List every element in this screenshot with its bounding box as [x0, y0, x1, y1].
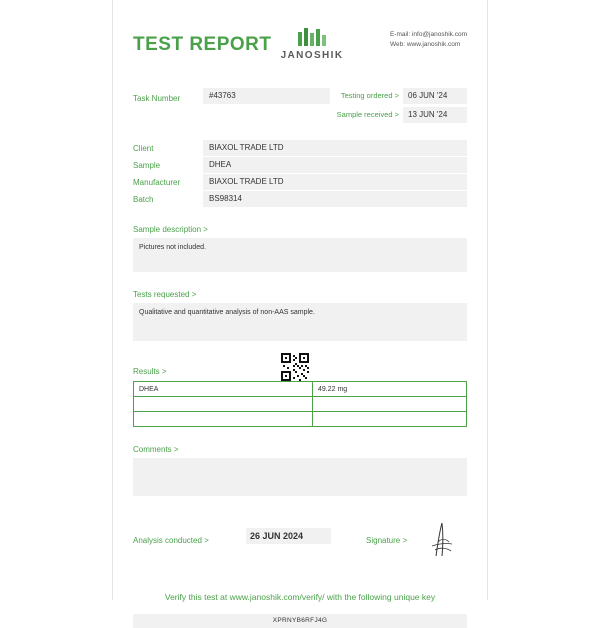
task-number-label: Task Number: [133, 94, 181, 103]
logo-leaf-icon: [292, 26, 332, 48]
testing-ordered-value: 06 JUN '24: [403, 88, 467, 104]
verify-text: Verify this test at www.janoshik.com/verify/ with the following unique key: [164, 592, 436, 602]
client-value: BIAXOL TRADE LTD: [203, 140, 467, 156]
sample-received-label: Sample received >: [336, 110, 399, 119]
date-block: [329, 88, 467, 126]
signature-icon: [422, 520, 462, 560]
contact-web: Web: www.janoshik.com: [389, 41, 461, 49]
contact-email: E-mail: info@janoshik.com: [389, 31, 467, 38]
tests-requested-box: Qualitative and quantitative analysis of non-AAS sample.: [133, 303, 467, 341]
results-header: [133, 359, 467, 381]
info-row: [133, 157, 467, 173]
client-label: Client: [133, 144, 154, 153]
sample-description-box: Pictures not included.: [133, 238, 467, 272]
contact-info: [390, 30, 467, 51]
info-row: [133, 191, 467, 207]
table-row: [134, 382, 467, 397]
result-name: [134, 397, 313, 412]
manufacturer-label: Manufacturer: [133, 178, 181, 187]
results-title: Results >: [133, 367, 167, 376]
sample-description-title: Sample description >: [133, 225, 208, 234]
info-table: [133, 140, 467, 207]
report-content: [133, 0, 467, 628]
info-row: [133, 140, 467, 156]
logo-wordmark: JANOSHIK: [280, 50, 344, 61]
unique-key-box: XPRNYB6RFJ4G: [133, 614, 467, 628]
result-name: [134, 412, 313, 427]
sample-received-row: [329, 107, 467, 123]
sample-label: Sample: [133, 161, 161, 170]
tests-requested-title: Tests requested >: [133, 290, 197, 299]
testing-ordered-row: [329, 88, 467, 104]
result-value: 49.22 mg: [313, 382, 467, 397]
qr-code-icon: [281, 353, 309, 381]
table-row: [134, 412, 467, 427]
analysis-row: [133, 528, 467, 564]
result-name: DHEA: [134, 382, 313, 397]
sample-received-value: 13 JUN '24: [403, 107, 467, 123]
result-value: [313, 397, 467, 412]
manufacturer-value: BIAXOL TRADE LTD: [203, 174, 467, 190]
right-margin-rule: [487, 0, 488, 600]
task-number-value: #43763: [203, 88, 330, 104]
table-row: [134, 397, 467, 412]
sample-description-section: [133, 225, 467, 272]
report-header: [133, 22, 467, 82]
analysis-conducted-label: Analysis conducted >: [133, 536, 209, 545]
result-value: [313, 412, 467, 427]
task-row: [133, 88, 467, 122]
batch-label: Batch: [133, 195, 154, 204]
info-row: [133, 174, 467, 190]
tests-requested-section: [133, 290, 467, 341]
signature-label: Signature >: [366, 536, 408, 545]
analysis-conducted-value: 26 JUN 2024: [246, 528, 331, 544]
sample-value: DHEA: [203, 157, 467, 173]
testing-ordered-label: Testing ordered >: [340, 91, 399, 100]
batch-value: BS98314: [203, 191, 467, 207]
comments-title: Comments >: [133, 445, 179, 454]
janoshik-logo: [272, 26, 352, 61]
results-table: [133, 381, 467, 427]
comments-box: [133, 458, 467, 496]
left-margin-rule: [112, 0, 113, 600]
results-section: [133, 359, 467, 427]
comments-section: [133, 445, 467, 496]
page-title: TEST REPORT: [133, 34, 272, 55]
